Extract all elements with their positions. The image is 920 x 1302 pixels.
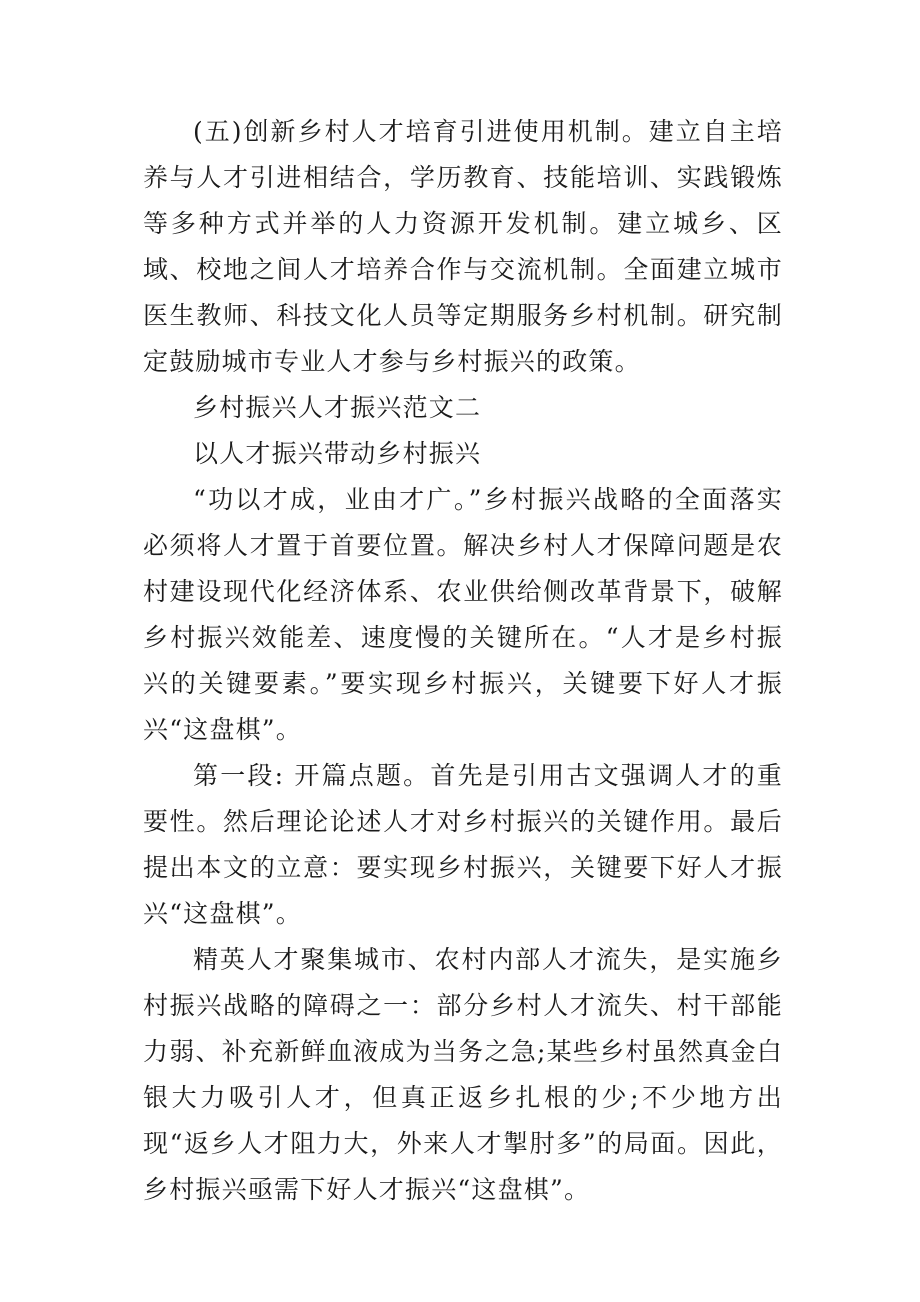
paragraph-mechanism: (五)创新乡村人才培育引进使用机制。建立自主培养与人才引进相结合，学历教育、技能培训、实践锻炼等多种方式并举的人力资源开发机制。建立城乡、区域、校地之间人才培养合作与交流机制。全面建立城市医生教师、科技文化人员等定期服务乡村机制。研究制定鼓励城市专业人才参与乡村振兴的政策。 (143, 117, 783, 376)
paragraph-talent-drain: 精英人才聚集城市、农村内部人才流失，是实施乡村振兴战略的障碍之一：部分乡村人才流失、村干部能力弱、补充新鲜血液成为当务之急;某些乡村虽然真金白银大力吸引人才，但真正返乡扎根的少;不少地方出现“返乡人才阻力大，外来人才掣肘多”的局面。因此，乡村振兴亟需下好人才振兴“这盘棋”。 (143, 945, 783, 1204)
article-title: 以人才振兴带动乡村振兴 (193, 439, 482, 468)
section-title: 乡村振兴人才振兴范文二 (193, 393, 482, 422)
paragraph-first-section-note: 第一段: 开篇点题。首先是引用古文强调人才的重要性。然后理论论述人才对乡村振兴的关键作用。最后提出本文的立意：要实现乡村振兴，关键要下好人才振兴“这盘棋”。 (143, 761, 783, 928)
document-body (143, 109, 783, 1213)
paragraph-intro: “功以才成，业由才广。”乡村振兴战略的全面落实必须将人才置于首要位置。解决乡村人才保障问题是农村建设现代化经济体系、农业供给侧改革背景下，破解乡村振兴效能差、速度慢的关键所在。“人才是乡村振兴的关键要素。”要实现乡村振兴，关键要下好人才振兴“这盘棋”。 (143, 485, 783, 744)
